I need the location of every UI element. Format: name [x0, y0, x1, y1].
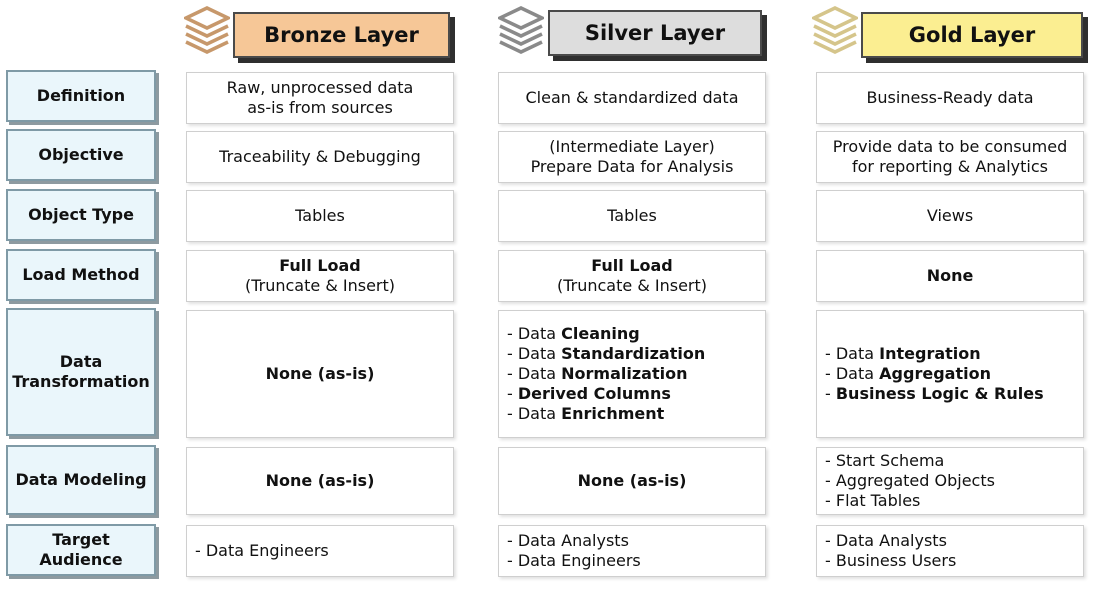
- cell-bronze-data-transformation: None (as-is): [186, 310, 454, 438]
- list-item: - Data Enrichment: [507, 404, 665, 423]
- gold-layers-icon: [812, 6, 858, 56]
- cell-gold-data-transformation: [816, 310, 1084, 438]
- cell-silver-data-transformation: [498, 310, 766, 438]
- cell-gold-objective: Provide data to be consumed for reporting & Analytics: [816, 131, 1084, 183]
- row-label-load-method: Load Method: [6, 249, 156, 301]
- list-item: - Data Cleaning: [507, 324, 640, 343]
- cell-silver-object-type: Tables: [498, 190, 766, 242]
- list-item: - Derived Columns: [507, 384, 671, 403]
- bronze-layer-header: [233, 12, 450, 58]
- cell-bronze-object-type: Tables: [186, 190, 454, 242]
- cell-gold-load-method: None: [816, 250, 1084, 302]
- list-item: - Data Analysts: [507, 531, 629, 550]
- list-item: - Data Engineers: [507, 551, 641, 570]
- silver-layers-icon: [498, 6, 544, 56]
- cell-silver-load-method: Full Load (Truncate & Insert): [498, 250, 766, 302]
- list-item: - Data Normalization: [507, 364, 688, 383]
- list-item: - Business Logic & Rules: [825, 384, 1044, 403]
- row-label-data-transformation: Data Transformation: [6, 308, 156, 436]
- list-item: - Aggregated Objects: [825, 471, 995, 490]
- cell-silver-data-modeling: None (as-is): [498, 447, 766, 515]
- list-item: - Flat Tables: [825, 491, 921, 510]
- cell-gold-object-type: Views: [816, 190, 1084, 242]
- row-label-target-audience: Target Audience: [6, 524, 156, 576]
- list-item: - Data Engineers: [195, 541, 329, 560]
- list-item: - Data Analysts: [825, 531, 947, 550]
- row-label-object-type: Object Type: [6, 189, 156, 241]
- bronze-layer-title: Bronze Layer: [264, 23, 419, 47]
- cell-gold-target-audience: [816, 525, 1084, 577]
- bronze-layers-icon: [184, 6, 230, 56]
- gold-layer-title: Gold Layer: [908, 23, 1036, 47]
- row-label-data-modeling: Data Modeling: [6, 445, 156, 515]
- row-label-objective: Objective: [6, 129, 156, 181]
- list-item: - Data Aggregation: [825, 364, 991, 383]
- cell-silver-objective: (Intermediate Layer) Prepare Data for Analysis: [498, 131, 766, 183]
- cell-bronze-target-audience: [186, 525, 454, 577]
- list-item: - Business Users: [825, 551, 957, 570]
- cell-gold-definition: Business-Ready data: [816, 72, 1084, 124]
- row-label-definition: Definition: [6, 70, 156, 122]
- list-item: - Data Integration: [825, 344, 981, 363]
- gold-layer-header: [861, 12, 1083, 58]
- cell-bronze-data-modeling: None (as-is): [186, 447, 454, 515]
- cell-gold-data-modeling: [816, 447, 1084, 515]
- silver-layer-title: Silver Layer: [584, 21, 726, 45]
- list-item: - Start Schema: [825, 451, 945, 470]
- cell-bronze-objective: Traceability & Debugging: [186, 131, 454, 183]
- cell-silver-definition: Clean & standardized data: [498, 72, 766, 124]
- silver-layer-header: [548, 10, 762, 56]
- cell-bronze-load-method: Full Load (Truncate & Insert): [186, 250, 454, 302]
- list-item: - Data Standardization: [507, 344, 706, 363]
- cell-silver-target-audience: [498, 525, 766, 577]
- cell-bronze-definition: Raw, unprocessed data as-is from sources: [186, 72, 454, 124]
